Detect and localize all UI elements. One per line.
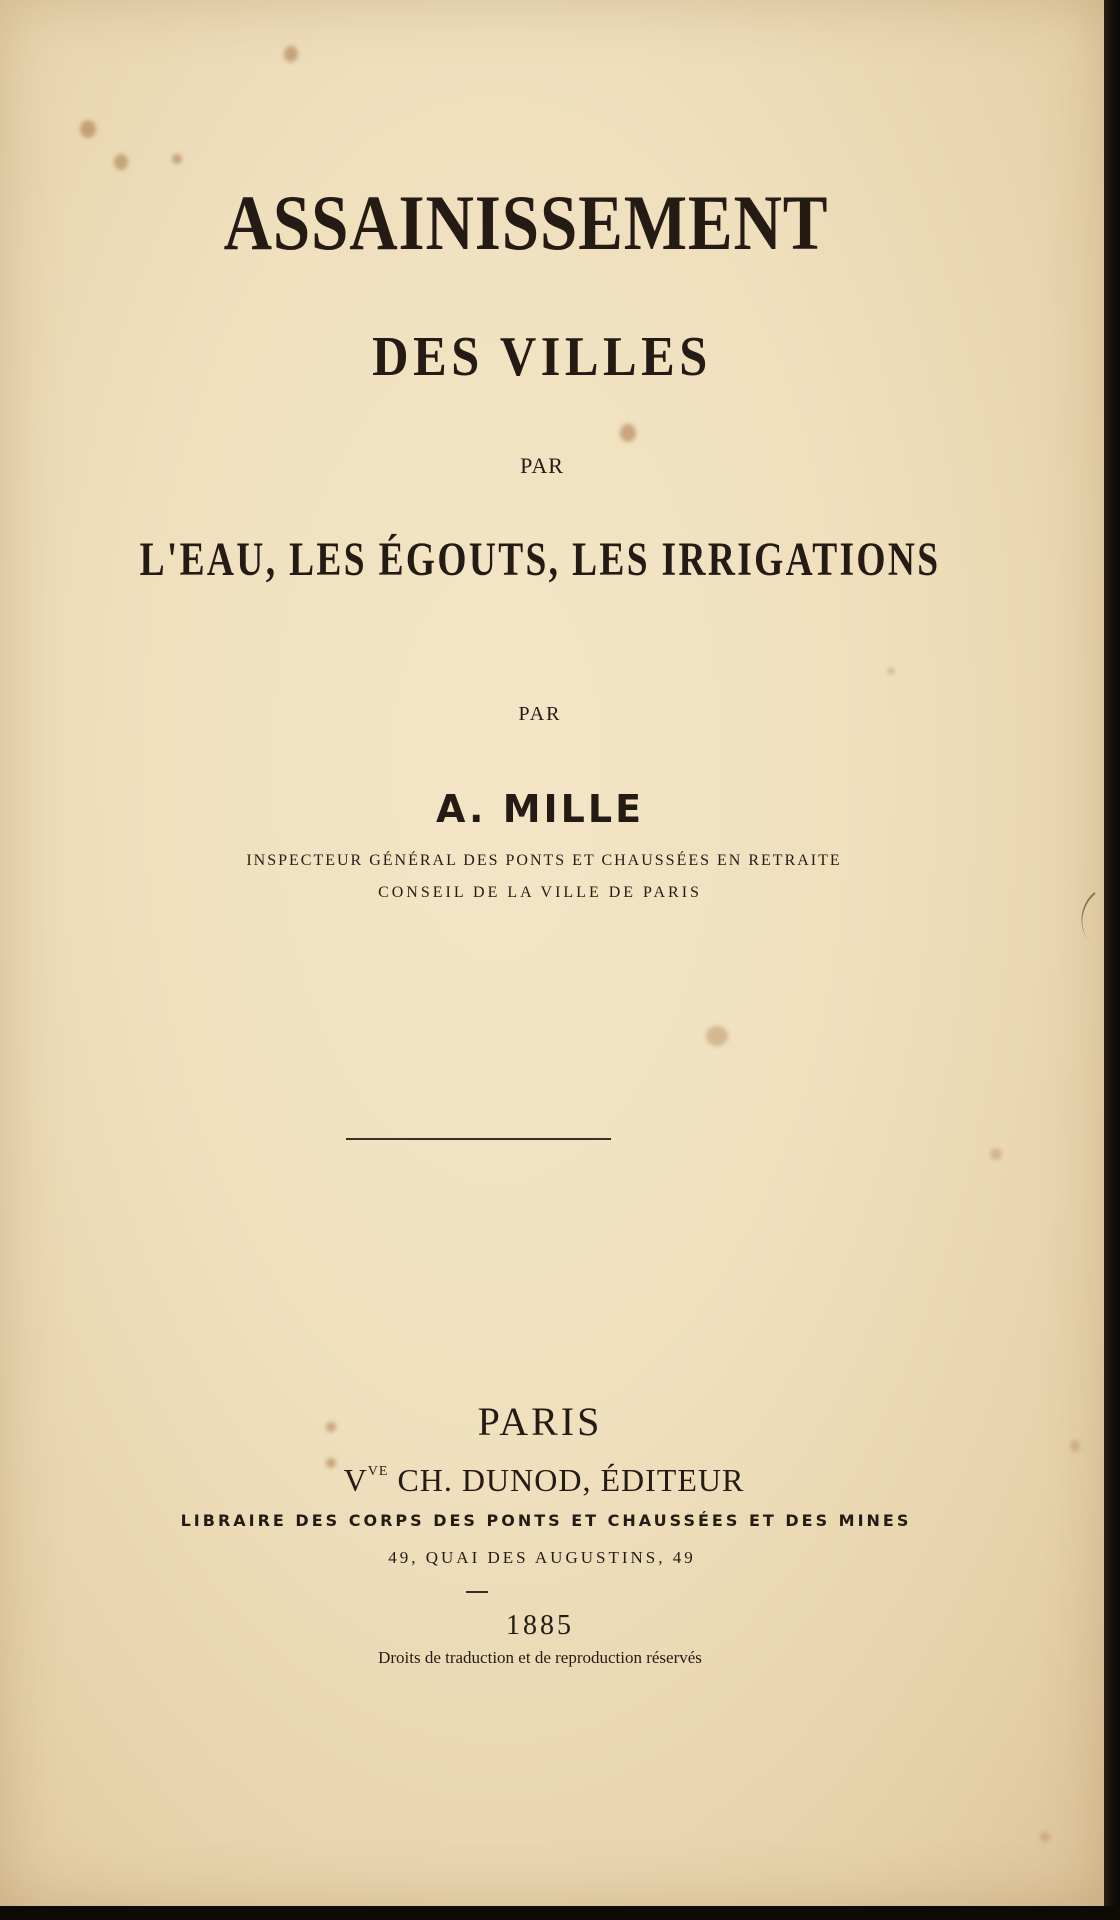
foxing-spot (706, 1026, 728, 1046)
divider-rule (346, 1138, 611, 1140)
foxing-spot (888, 668, 894, 674)
foxing-spot (284, 46, 298, 62)
foxing-spot (1040, 1832, 1050, 1842)
author-role-line-1: INSPECTEUR GÉNÉRAL DES PONTS ET CHAUSSÉES EN RETRAITE (246, 852, 842, 869)
book-subject: L'EAU, LES ÉGOUTS, LES IRRIGATIONS (139, 533, 941, 586)
publisher-name: CH. DUNOD, ÉDITEUR (388, 1462, 745, 1498)
publisher-prefix: V (343, 1462, 368, 1498)
par-connector-author: PAR (518, 703, 562, 725)
foxing-spot (80, 120, 96, 138)
publisher-superscript: VE (367, 1464, 389, 1479)
imprint-address: 49, QUAI DES AUGUSTINS, 49 (388, 1548, 696, 1567)
author-role-line-2: CONSEIL DE LA VILLE DE PARIS (378, 884, 702, 901)
imprint-publisher (0, 1462, 1096, 1499)
short-dash (466, 1591, 488, 1593)
imprint-year: 1885 (506, 1610, 574, 1641)
page-edge-right (1104, 0, 1120, 1920)
imprint-city: PARIS (477, 1399, 603, 1444)
foxing-spot (990, 1148, 1002, 1160)
foxing-spot (114, 154, 128, 170)
book-subtitle: DES VILLES (372, 326, 712, 388)
par-connector: PAR (520, 453, 564, 478)
rights-notice: Droits de traduction et de reproduction réservés (378, 1648, 702, 1667)
page-edge-bottom (0, 1906, 1120, 1920)
foxing-spot (620, 424, 636, 442)
author-name: A. MILLE (435, 787, 645, 831)
imprint-bookseller: LIBRAIRE DES CORPS DES PONTS ET CHAUSSÉES ET DES MINES (180, 1511, 912, 1530)
book-title: ASSAINISSEMENT (223, 179, 829, 266)
foxing-spot (172, 154, 182, 164)
